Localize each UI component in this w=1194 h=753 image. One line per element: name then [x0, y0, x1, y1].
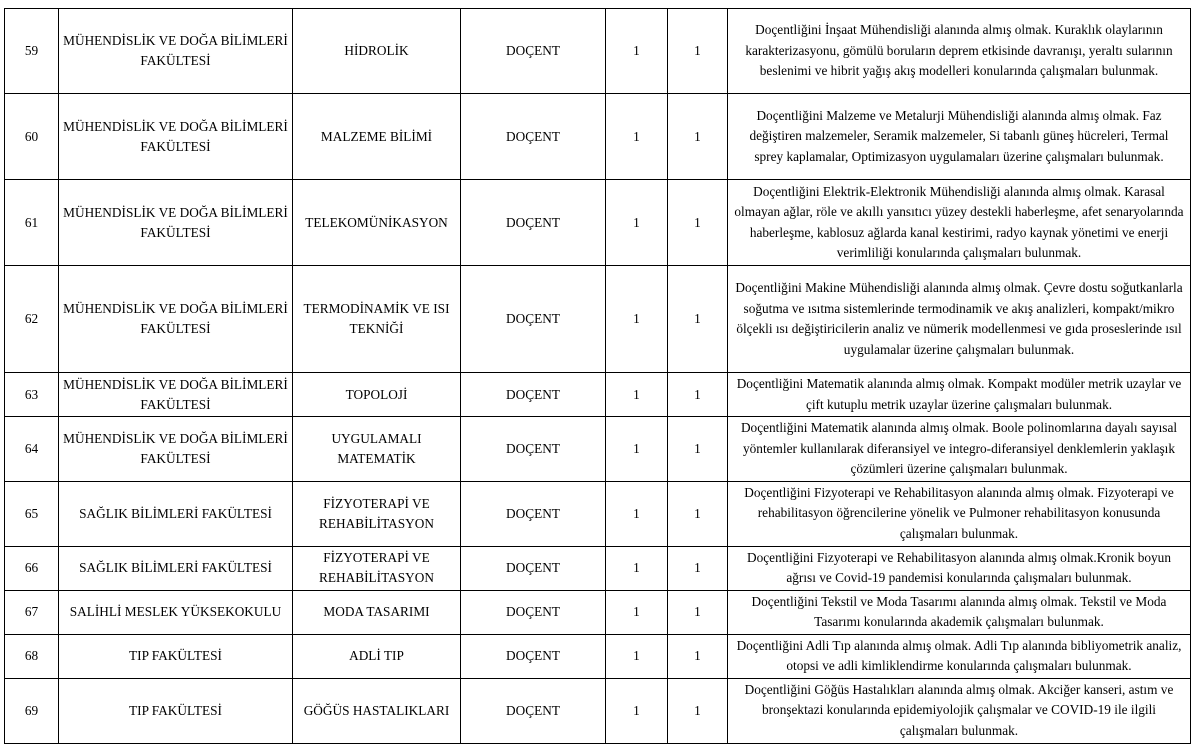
- description-cell: Doçentliğini Göğüs Hastalıkları alanında almış olmak. Akciğer kanseri, astım ve bronşektazi konularında epidemiyolojik çalışmalar ve COVID-19 ile ilgili çalışmaları bulunmak.: [728, 678, 1191, 743]
- faculty-cell: MÜHENDİSLİK VE DOĞA BİLİMLERİ FAKÜLTESİ: [59, 373, 293, 417]
- description-cell: Doçentliğini Adli Tıp alanında almış olmak. Adli Tıp alanında bibliyometrik analiz, otopsi ve adli kimliklendirme konularında çalışmaları bulunmak.: [728, 634, 1191, 678]
- row-number: 63: [5, 373, 59, 417]
- title-cell: DOÇENT: [461, 546, 606, 590]
- table-row: [5, 417, 1191, 482]
- faculty-cell: MÜHENDİSLİK VE DOĞA BİLİMLERİ FAKÜLTESİ: [59, 180, 293, 266]
- positions-table-body: [5, 9, 1191, 744]
- title-cell: DOÇENT: [461, 94, 606, 180]
- department-cell: TOPOLOJİ: [293, 373, 461, 417]
- row-number: 66: [5, 546, 59, 590]
- faculty-cell: SAĞLIK BİLİMLERİ FAKÜLTESİ: [59, 546, 293, 590]
- description-cell: Doçentliğini Elektrik-Elektronik Mühendisliği alanında almış olmak. Karasal olmayan ağlar, röle ve akıllı yansıtıcı yüzey destekli haberleşme, afet senaryolarında haberleşme, kablosuz ağlarda kanal kestirimi, radyo kaynak yönetimi ve enerji verimliliği konularında çalışmaları bulunmak.: [728, 180, 1191, 266]
- row-number: 61: [5, 180, 59, 266]
- count-a-cell: 1: [606, 180, 668, 266]
- count-b-cell: 1: [668, 180, 728, 266]
- count-b-cell: 1: [668, 266, 728, 373]
- department-cell: UYGULAMALI MATEMATİK: [293, 417, 461, 482]
- description-cell: Doçentliğini Matematik alanında almış olmak. Boole polinomlarına dayalı sayısal yöntemler kullanılarak diferansiyel ve integro-diferansiyel denklemlerin yaklaşık çözümleri üzerine çalışmaları bulunmak.: [728, 417, 1191, 482]
- table-row: [5, 481, 1191, 546]
- row-number: 68: [5, 634, 59, 678]
- title-cell: DOÇENT: [461, 266, 606, 373]
- department-cell: GÖĞÜS HASTALIKLARI: [293, 678, 461, 743]
- faculty-cell: MÜHENDİSLİK VE DOĞA BİLİMLERİ FAKÜLTESİ: [59, 9, 293, 94]
- faculty-cell: MÜHENDİSLİK VE DOĞA BİLİMLERİ FAKÜLTESİ: [59, 266, 293, 373]
- table-row: [5, 678, 1191, 743]
- table-row: [5, 546, 1191, 590]
- count-a-cell: 1: [606, 481, 668, 546]
- count-b-cell: 1: [668, 9, 728, 94]
- faculty-cell: TIP FAKÜLTESİ: [59, 678, 293, 743]
- count-b-cell: 1: [668, 373, 728, 417]
- description-cell: Doçentliğini Malzeme ve Metalurji Mühendisliği alanında almış olmak. Faz değiştiren malzemeler, Seramik malzemeler, Si tabanlı güneş hücreleri, Termal sprey kaplamalar, Optimizasyon uygulamaları üzerine çalışmaları bulunmak.: [728, 94, 1191, 180]
- title-cell: DOÇENT: [461, 417, 606, 482]
- description-cell: Doçentliğini Fizyoterapi ve Rehabilitasyon alanında almış olmak. Fizyoterapi ve rehabilitasyon öğrencilerine yönelik ve Pulmoner rehabilitasyon konusunda çalışmaları bulunmak.: [728, 481, 1191, 546]
- count-a-cell: 1: [606, 590, 668, 634]
- count-a-cell: 1: [606, 634, 668, 678]
- row-number: 59: [5, 9, 59, 94]
- description-cell: Doçentliğini Fizyoterapi ve Rehabilitasyon alanında almış olmak.Kronik boyun ağrısı ve Covid-19 pandemisi konularında çalışmaları bulunmak.: [728, 546, 1191, 590]
- title-cell: DOÇENT: [461, 590, 606, 634]
- positions-table: [4, 8, 1191, 744]
- row-number: 69: [5, 678, 59, 743]
- department-cell: MALZEME BİLİMİ: [293, 94, 461, 180]
- department-cell: HİDROLİK: [293, 9, 461, 94]
- table-row: [5, 180, 1191, 266]
- title-cell: DOÇENT: [461, 481, 606, 546]
- faculty-cell: TIP FAKÜLTESİ: [59, 634, 293, 678]
- count-b-cell: 1: [668, 94, 728, 180]
- count-a-cell: 1: [606, 546, 668, 590]
- count-a-cell: 1: [606, 9, 668, 94]
- count-a-cell: 1: [606, 678, 668, 743]
- title-cell: DOÇENT: [461, 634, 606, 678]
- faculty-cell: SALİHLİ MESLEK YÜKSEKOKULU: [59, 590, 293, 634]
- department-cell: FİZYOTERAPİ VE REHABİLİTASYON: [293, 481, 461, 546]
- department-cell: MODA TASARIMI: [293, 590, 461, 634]
- department-cell: TELEKOMÜNİKASYON: [293, 180, 461, 266]
- row-number: 60: [5, 94, 59, 180]
- department-cell: FİZYOTERAPİ VE REHABİLİTASYON: [293, 546, 461, 590]
- faculty-cell: MÜHENDİSLİK VE DOĞA BİLİMLERİ FAKÜLTESİ: [59, 417, 293, 482]
- faculty-cell: SAĞLIK BİLİMLERİ FAKÜLTESİ: [59, 481, 293, 546]
- description-cell: Doçentliğini Makine Mühendisliği alanında almış olmak. Çevre dostu soğutkanlarla soğutma ve ısıtma sistemlerinde termodinamik ve akış analizleri, kompakt/mikro ölçekli ısı değiştiricilerin analiz ve nümerik modellenmesi ve gıda proseslerinde ısıl uygulamalar üzerine çalışmaları bulunmak.: [728, 266, 1191, 373]
- description-cell: Doçentliğini Tekstil ve Moda Tasarımı alanında almış olmak. Tekstil ve Moda Tasarımı konularında akademik çalışmaları bulunmak.: [728, 590, 1191, 634]
- row-number: 65: [5, 481, 59, 546]
- title-cell: DOÇENT: [461, 180, 606, 266]
- row-number: 67: [5, 590, 59, 634]
- faculty-cell: MÜHENDİSLİK VE DOĞA BİLİMLERİ FAKÜLTESİ: [59, 94, 293, 180]
- table-row: [5, 373, 1191, 417]
- table-row: [5, 9, 1191, 94]
- department-cell: TERMODİNAMİK VE ISI TEKNİĞİ: [293, 266, 461, 373]
- table-row: [5, 634, 1191, 678]
- count-a-cell: 1: [606, 373, 668, 417]
- row-number: 64: [5, 417, 59, 482]
- count-b-cell: 1: [668, 634, 728, 678]
- title-cell: DOÇENT: [461, 678, 606, 743]
- count-b-cell: 1: [668, 481, 728, 546]
- count-a-cell: 1: [606, 266, 668, 373]
- description-cell: Doçentliğini İnşaat Mühendisliği alanında almış olmak. Kuraklık olaylarının karakterizasyonu, gömülü boruların deprem etkisinde davranışı, yeraltı sularının beslenimi ve hibrit yağış akış modelleri konularında çalışmaları bulunmak.: [728, 9, 1191, 94]
- row-number: 62: [5, 266, 59, 373]
- count-b-cell: 1: [668, 417, 728, 482]
- table-row: [5, 266, 1191, 373]
- title-cell: DOÇENT: [461, 373, 606, 417]
- description-cell: Doçentliğini Matematik alanında almış olmak. Kompakt modüler metrik uzaylar ve çift kutuplu metrik uzaylar üzerine çalışmaları bulunmak.: [728, 373, 1191, 417]
- count-a-cell: 1: [606, 94, 668, 180]
- table-row: [5, 590, 1191, 634]
- count-a-cell: 1: [606, 417, 668, 482]
- department-cell: ADLİ TIP: [293, 634, 461, 678]
- table-row: [5, 94, 1191, 180]
- title-cell: DOÇENT: [461, 9, 606, 94]
- count-b-cell: 1: [668, 590, 728, 634]
- count-b-cell: 1: [668, 546, 728, 590]
- count-b-cell: 1: [668, 678, 728, 743]
